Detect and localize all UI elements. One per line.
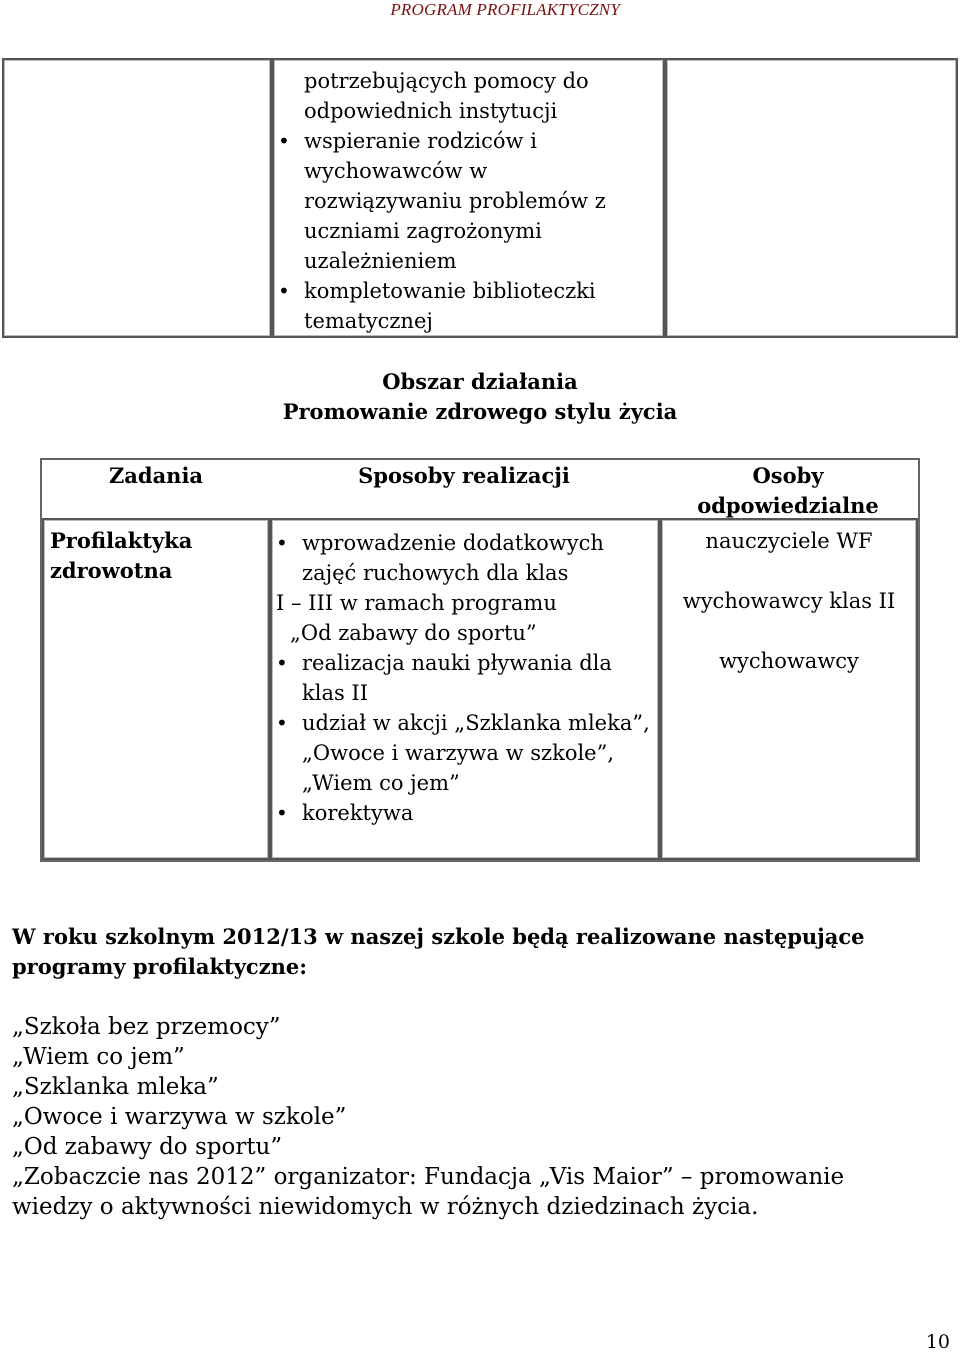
method-text: udział w akcji „Szklanka mleka”, „Owoce i warzywa w szkole”, „Wiem co jem” — [302, 711, 650, 795]
person-1: nauczyciele WF — [705, 529, 873, 553]
list-item — [276, 648, 651, 708]
task-cell — [42, 518, 270, 860]
method-text: „Od zabawy do sportu” — [290, 621, 537, 645]
persons-cell — [660, 518, 918, 860]
top-table-middle-cell — [272, 58, 665, 338]
list-item — [278, 126, 648, 276]
methods-list — [276, 528, 651, 828]
header-sposoby: Sposoby realizacji — [358, 463, 570, 488]
program-item: „Od zabawy do sportu” — [12, 1134, 283, 1160]
list-item-text: kompletowanie biblioteczki tematycznej — [304, 279, 596, 333]
top-table-list — [278, 66, 648, 336]
list-item-text: potrzebujących pomocy do odpowiednich instytucji — [304, 69, 589, 123]
programs-list — [12, 1012, 912, 1222]
list-item-text: wspieranie rodziców i wychowawców w rozwiązywaniu problemów z uczniami zagrożonymi uzależnieniem — [304, 129, 606, 273]
programs-intro: W roku szkolnym 2012/13 w naszej szkole będą realizowane następujące programy profilaktyczne: — [12, 924, 865, 979]
method-text: I – III w ramach programu — [276, 591, 557, 615]
list-item — [276, 528, 651, 588]
running-header: PROGRAM PROFILAKTYCZNY — [390, 0, 620, 19]
header-osoby: Osoby odpowiedzialne — [697, 463, 879, 518]
list-item — [278, 66, 648, 126]
top-table-left-cell — [2, 58, 272, 338]
program-item: „Zobaczcie nas 2012” organizator: Fundacja „Vis Maior” – promowanie — [12, 1164, 845, 1190]
program-item: „Wiem co jem” — [12, 1044, 185, 1070]
methods-cell — [270, 518, 660, 860]
task-name: Profilaktyka zdrowotna — [50, 528, 193, 583]
method-text: korektywa — [302, 801, 414, 825]
list-item — [276, 708, 651, 798]
section-subtitle: Promowanie zdrowego stylu życia — [282, 399, 678, 424]
program-item: „Owoce i warzywa w szkole” — [12, 1104, 347, 1130]
person-3: wychowawcy — [719, 649, 859, 673]
list-item — [276, 798, 651, 828]
top-table-right-cell — [665, 58, 958, 338]
page-number: 10 — [925, 1331, 950, 1353]
person-2: wychowawcy klas II — [682, 589, 896, 613]
list-item — [278, 276, 648, 336]
header-zadania: Zadania — [108, 463, 204, 488]
program-item: wiedzy o aktywności niewidomych w różnych dziedzinach życia. — [12, 1194, 759, 1220]
section-title: Obszar działania — [382, 369, 578, 394]
method-text: wprowadzenie dodatkowych zajęć ruchowych dla klas — [302, 531, 604, 585]
method-text: realizacja nauki pływania dla klas II — [302, 651, 612, 705]
program-item: „Szklanka mleka” — [12, 1074, 219, 1100]
program-item: „Szkoła bez przemocy” — [12, 1014, 281, 1040]
